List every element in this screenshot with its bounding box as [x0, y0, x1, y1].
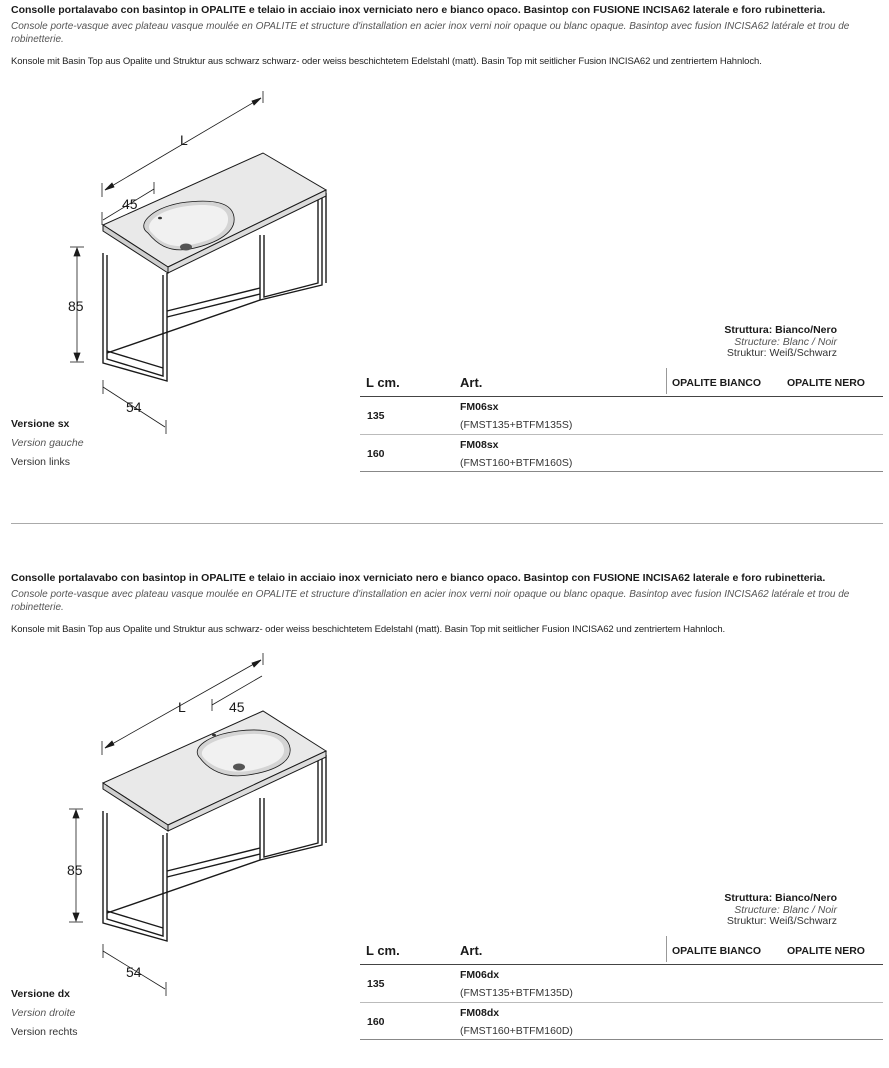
- dimension-length: L: [180, 132, 188, 148]
- structure-legend: [724, 325, 837, 360]
- dimension-depth: 54: [126, 964, 142, 980]
- row-components: (FMST135+BTFM135D): [460, 987, 573, 999]
- header-length: L cm.: [366, 375, 400, 390]
- header-opalite-bianco: OPALITE BIANCO: [672, 377, 762, 389]
- console-drawing-sx: [40, 85, 340, 445]
- structure-german: Struktur: Weiß/Schwarz: [726, 915, 837, 927]
- row-article-code: FM06dx: [460, 969, 500, 981]
- version-label-italian: Versione sx: [11, 418, 70, 430]
- product-section-dx: [0, 568, 889, 1068]
- header-article: Art.: [460, 375, 483, 390]
- description-german: Konsole mit Basin Top aus Opalite und Struktur aus schwarz schwarz- oder weiss beschichtetem Edelstahl (matt). Basin Top mit seitlicher Fusion INCISA62 und zentriertem Hahnloch.: [11, 56, 762, 67]
- row-length: 135: [367, 978, 385, 990]
- header-opalite-nero: OPALITE NERO: [787, 945, 865, 957]
- description-french: Console porte-vasque avec plateau vasque moulée en OPALITE et structure d'installation en acier inox verni noir opaque ou blanc opaque. Basintop avec fusion INCISA62 latérale et trou de robinetterie.: [11, 21, 850, 45]
- header-opalite-nero: OPALITE NERO: [787, 377, 865, 389]
- table-header-divider: [666, 936, 667, 962]
- table-row: [360, 397, 883, 434]
- structure-italian: Struttura: Bianco/Nero: [724, 324, 837, 336]
- row-length: 160: [367, 448, 385, 460]
- dimension-height: 85: [68, 298, 84, 314]
- row-article-code: FM08sx: [460, 439, 499, 451]
- section-divider: [11, 523, 883, 524]
- row-components: (FMST135+BTFM135S): [460, 419, 573, 431]
- row-article-code: FM08dx: [460, 1007, 500, 1019]
- version-label-german: Version links: [11, 456, 70, 468]
- row-components: (FMST160+BTFM160S): [460, 457, 573, 469]
- table-rule: [360, 1039, 883, 1040]
- dimension-depth: 54: [126, 399, 142, 415]
- console-drawing-dx: [40, 653, 340, 1013]
- structure-legend: [724, 893, 837, 928]
- header-length: L cm.: [366, 943, 400, 958]
- version-label-italian: Versione dx: [11, 988, 70, 1000]
- row-components: (FMST160+BTFM160D): [460, 1025, 573, 1037]
- dimension-basin: 45: [229, 699, 245, 715]
- header-opalite-bianco: OPALITE BIANCO: [672, 945, 762, 957]
- structure-italian: Struttura: Bianco/Nero: [724, 892, 837, 904]
- description-french: Console porte-vasque avec plateau vasque moulée en OPALITE et structure d'installation en acier inox verni noir opaque ou blanc opaque. Basintop avec fusion INCISA62 latérale et trou de robinetterie.: [11, 589, 850, 613]
- table-row: [360, 435, 883, 472]
- row-length: 135: [367, 410, 385, 422]
- table-row: [360, 965, 883, 1002]
- header-article: Art.: [460, 943, 483, 958]
- table-rule: [360, 471, 883, 472]
- structure-german: Struktur: Weiß/Schwarz: [726, 347, 837, 359]
- structure-french: Structure: Blanc / Noir: [734, 335, 837, 348]
- version-label-french: Version gauche: [11, 437, 84, 449]
- row-article-code: FM06sx: [460, 401, 499, 413]
- structure-french: Structure: Blanc / Noir: [734, 903, 837, 916]
- version-label-german: Version rechts: [11, 1026, 78, 1038]
- table-header-divider: [666, 368, 667, 394]
- dimension-basin: 45: [122, 196, 138, 212]
- basin-top: [103, 711, 326, 831]
- description-italian: Consolle portalavabo con basintop in OPALITE e telaio in acciaio inox verniciato nero e bianco opaco. Basintop con FUSIONE INCISA62 laterale e foro rubinetteria.: [11, 4, 826, 16]
- dimension-length: L: [178, 699, 186, 715]
- version-label-french: Version droite: [11, 1007, 76, 1019]
- table-row: [360, 1003, 883, 1040]
- product-section-sx: [0, 0, 889, 500]
- dimension-height: 85: [67, 862, 83, 878]
- row-length: 160: [367, 1016, 385, 1028]
- description-italian: Consolle portalavabo con basintop in OPALITE e telaio in acciaio inox verniciato nero e bianco opaco. Basintop con FUSIONE INCISA62 laterale e foro rubinetteria.: [11, 572, 826, 584]
- description-german: Konsole mit Basin Top aus Opalite und Struktur aus schwarz- oder weiss beschichtetem Edelstahl (matt). Basin Top mit seitlicher Fusion INCISA62 und zentriertem Hahnloch.: [11, 624, 726, 635]
